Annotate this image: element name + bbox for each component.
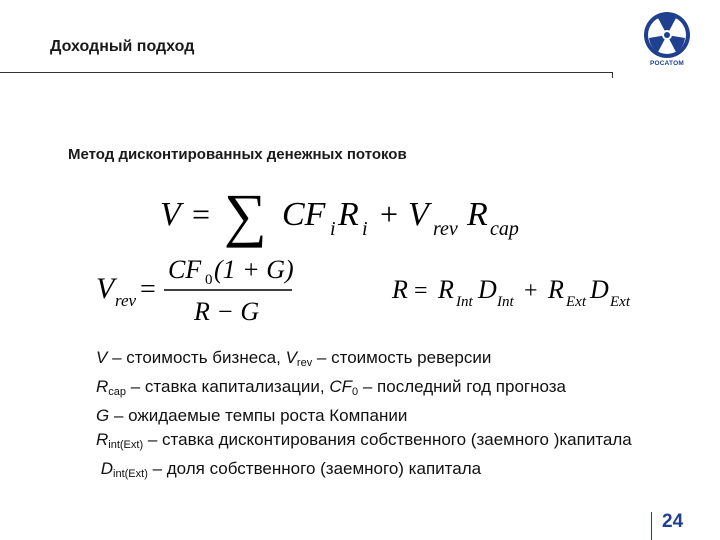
legend-var: V xyxy=(285,348,297,367)
legend-sub: 0 xyxy=(352,386,359,398)
formula3-r2: R xyxy=(548,275,564,304)
legend-sub: rev xyxy=(296,357,313,369)
formula2-lhs: V xyxy=(96,272,115,305)
formula1-cap: cap xyxy=(490,218,519,240)
legend-text: – ожидаемые темпы роста Компании xyxy=(109,406,408,425)
formula2-den: R − G xyxy=(194,297,260,326)
legend-var: R xyxy=(96,430,109,449)
formula2-num-cf: CF xyxy=(168,255,202,284)
logo-text: РОСАТОМ xyxy=(650,60,684,67)
formula1-i1: i xyxy=(330,218,336,240)
formula2-num-0: 0 xyxy=(205,272,213,288)
legend-text: – ставка дисконтирования собственного (заемного )капитала xyxy=(143,430,632,449)
legend-line-4 xyxy=(96,428,632,457)
legend-sub: int(Ext) xyxy=(113,468,148,480)
legend-text: – стоимость реверсии xyxy=(312,348,492,367)
formula3-d1: D xyxy=(478,275,497,304)
formula2-lhs-sub: rev xyxy=(115,291,137,310)
legend-text: – стоимость бизнеса, xyxy=(107,348,286,367)
legend-var: D xyxy=(100,459,114,478)
formula3-int1: Int xyxy=(456,294,473,310)
formula3-int2: Int xyxy=(497,294,514,310)
formula3-d2: D xyxy=(590,275,609,304)
page-title: Доходный подход xyxy=(50,38,195,55)
formula3-eq: = xyxy=(414,278,428,304)
legend-line-2 xyxy=(96,375,632,404)
legend-sub: int(Ext) xyxy=(108,439,144,451)
formula3-lhs: R xyxy=(392,275,408,304)
formula3-ext2: Ext xyxy=(610,294,630,310)
legend-var: V xyxy=(96,348,108,367)
formula-v-sum xyxy=(160,182,519,248)
formula1-eq: = xyxy=(192,196,211,232)
legend-line-1 xyxy=(96,346,632,375)
legend-line-3 xyxy=(96,404,632,428)
formula1-lhs: V xyxy=(160,196,181,233)
section-subtitle: Метод дисконтированных денежных потоков xyxy=(68,146,407,163)
formula1-rev: rev xyxy=(433,218,458,240)
legend-text: – последний год прогноза xyxy=(358,377,567,396)
legend-var: CF xyxy=(329,377,353,396)
formula1-sum-sign: ∑ xyxy=(224,182,267,248)
formula-vrev xyxy=(96,255,294,326)
formula1-r2: R xyxy=(467,196,488,233)
formula1-plus: + xyxy=(380,196,399,232)
formula3-plus: + xyxy=(524,278,538,304)
formula3-ext1: Ext xyxy=(566,294,586,310)
legend-text: – ставка капитализации, xyxy=(126,377,330,396)
formula1-i2: i xyxy=(362,218,368,240)
legend-var: R xyxy=(96,377,109,396)
formula2-eq: = xyxy=(140,274,156,305)
formula1-cf: CF xyxy=(282,196,326,233)
legend-text: – доля собственного (заемного) капитала xyxy=(147,459,482,478)
formula-r xyxy=(391,275,631,310)
formula1-r: R xyxy=(338,196,359,233)
legend-sub: cap xyxy=(108,386,127,398)
legend-var: G xyxy=(96,406,110,425)
legend-line-5 xyxy=(96,457,632,486)
formula3-r1: R xyxy=(438,275,454,304)
page-number-divider xyxy=(651,512,652,540)
page-number: 24 xyxy=(662,511,684,532)
legend xyxy=(96,346,632,486)
formula1-v: V xyxy=(408,196,429,233)
formula2-num-rest: (1 + G) xyxy=(214,255,294,284)
